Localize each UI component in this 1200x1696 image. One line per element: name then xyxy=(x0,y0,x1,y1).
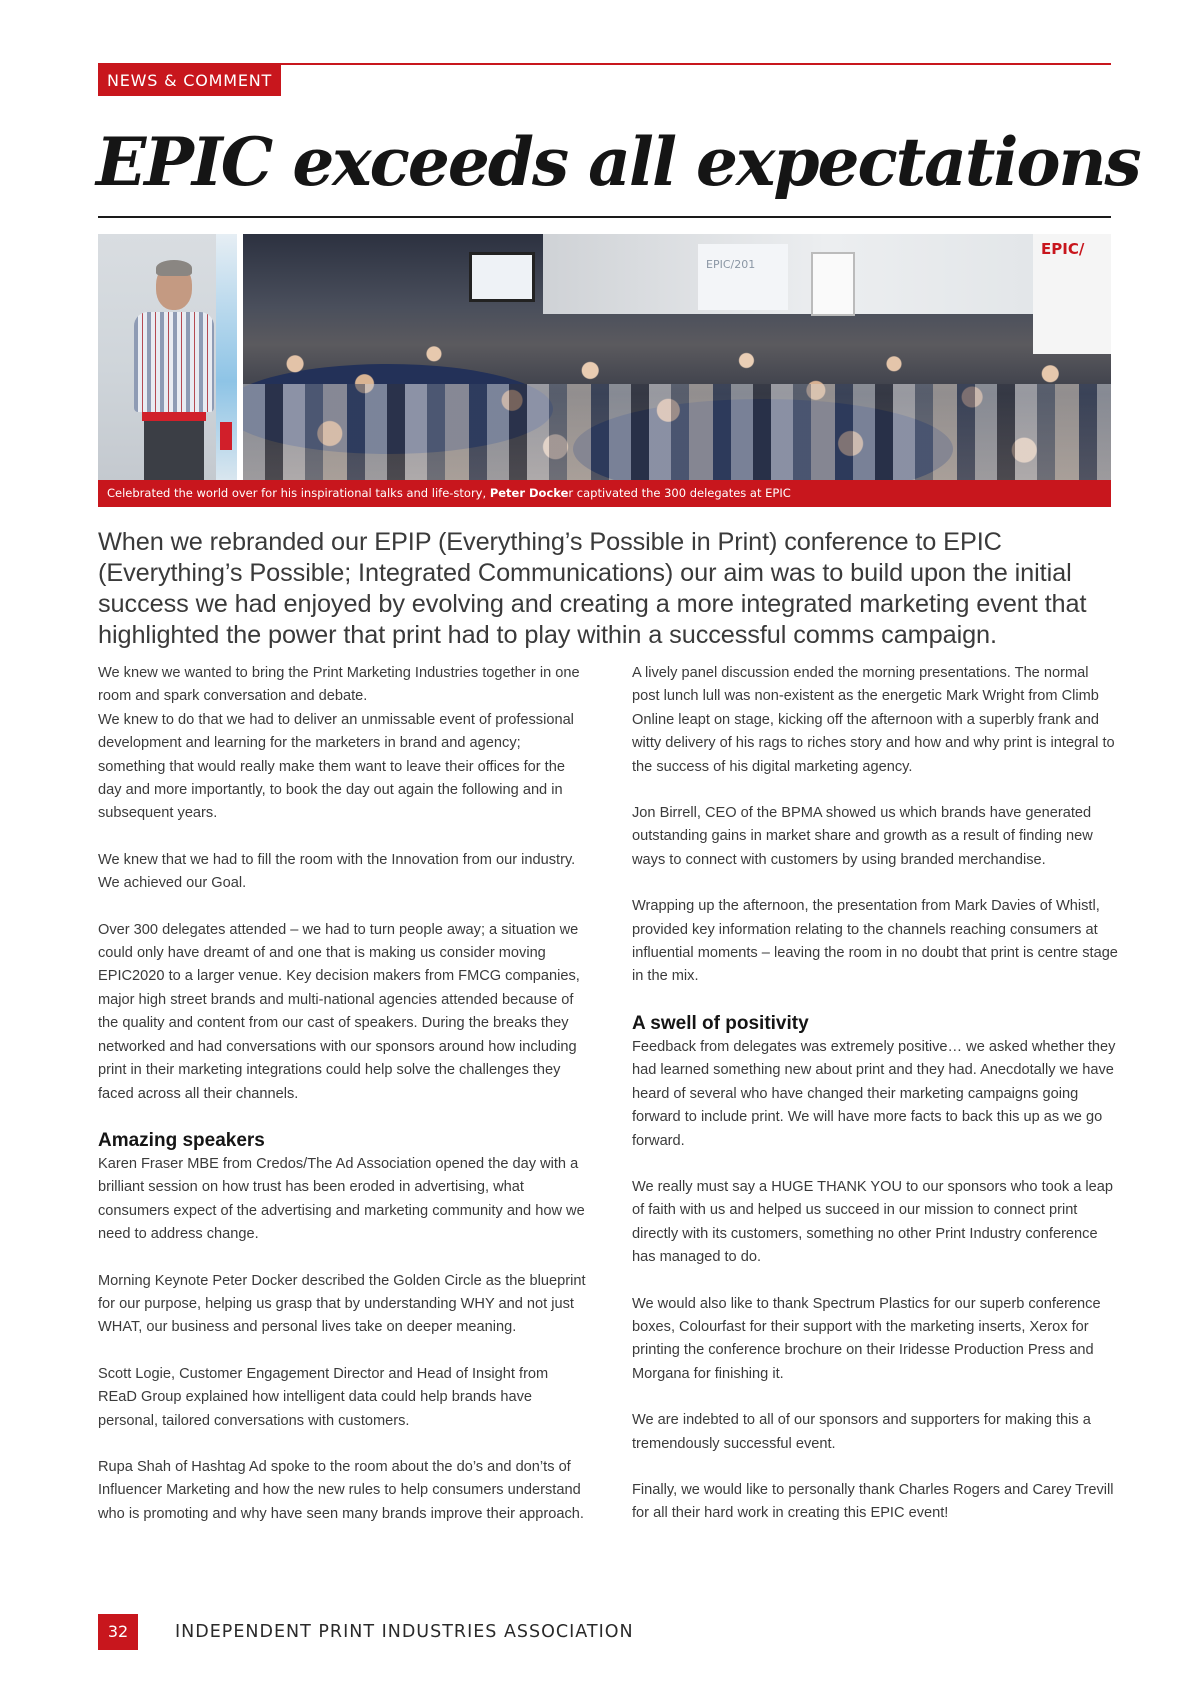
body-paragraph: We knew that we had to fill the room with the Innovation from our industry. We achieved our Goal. xyxy=(98,851,576,892)
body-paragraph: We really must say a HUGE THANK YOU to our sponsors who took a leap of faith with us and helped us succeed in our mission to connect print directly with its customers, something no other Print Industry conference has managed to do. xyxy=(632,1178,1113,1266)
body-paragraph: Scott Logie, Customer Engagement Director and Head of Insight from REaD Group explained how intelligent data could help brands have personal, tailored conversations with customers. xyxy=(98,1365,549,1429)
body-paragraph: Finally, we would like to personally thank Charles Rogers and Carey Trevill for all their hard work in creating this EPIC event! xyxy=(632,1481,1114,1522)
right-column xyxy=(632,662,1120,1549)
speaker-photo xyxy=(98,234,237,480)
audience-photo xyxy=(243,234,1111,480)
body-paragraph: Over 300 delegates attended – we had to turn people away; a situation we could only have dreamt of and one that is making us consider moving EPIC2020 to a larger venue. Key decision makers from FMCG companies, major high street brands and multi-national agencies attended because of the quality and content from our cast of speakers. During the breaks they networked and had conversations with our sponsors around how including print in their marketing integrations could help solve the challenges they faced across all their channels. xyxy=(98,921,580,1102)
screen-text: EPIC/201 xyxy=(706,258,756,271)
body-paragraph: A lively panel discussion ended the morning presentations. The normal post lunch lull was non-existent as the energetic Mark Wright from Climb Online leapt on stage, kicking off the afternoon with a superbly frank and witty delivery of his rags to riches story and how and why print is integral to the success of his digital marketing agency. xyxy=(632,665,1115,775)
conference-screen xyxy=(698,244,788,310)
body-paragraph: We knew we wanted to bring the Print Marketing Industries together in one room and spark conversation and debate. xyxy=(98,665,580,705)
photo-strip xyxy=(98,234,1111,480)
body-paragraph: We knew to do that we had to deliver an unmissable event of professional development and learning for the marketers in brand and agency; something that would really make them want to leave their offices for the day and more importantly, to book the day out again the following and in subsequent years. xyxy=(98,711,574,822)
publication-name: INDEPENDENT PRINT INDUSTRIES ASSOCIATION xyxy=(175,1622,634,1642)
article-headline: EPIC exceeds all expectations xyxy=(96,123,1140,201)
body-paragraph: Morning Keynote Peter Docker described the Golden Circle as the blueprint for our purpose, helping us grasp that by understanding WHY and not just WHAT, our business and personal lives take on deeper meaning. xyxy=(98,1272,586,1336)
body-paragraph: Rupa Shah of Hashtag Ad spoke to the room about the do’s and don’ts of Influencer Marketing and how the new rules to help consumers understand who is promoting and why have seen many brands improve their approach. xyxy=(98,1458,584,1522)
section-heading: A swell of positivity xyxy=(632,1012,809,1034)
body-paragraph: Karen Fraser MBE from Credos/The Ad Association opened the day with a brilliant session on how trust has been eroded in advertising, what consumers expect of the advertising and marketing community and how we need to address change. xyxy=(98,1155,585,1243)
body-paragraph: Jon Birrell, CEO of the BPMA showed us which brands have generated outstanding gains in market share and growth as a result of finding new ways to connect with customers by using branded merchandise. xyxy=(632,805,1093,868)
photo-caption xyxy=(98,480,1111,507)
section-tag: NEWS & COMMENT xyxy=(98,65,281,96)
headline-rule xyxy=(98,216,1111,218)
left-column xyxy=(98,662,588,1549)
body-paragraph: Feedback from delegates was extremely positive… we asked whether they had learned something new about print and they had. Anecdotally we have heard of several who have changed their marketing campaigns going forward to include print. We will have more facts to back this up as we go forward. xyxy=(632,1038,1116,1149)
caption-suffix: r captivated the 300 delegates at EPIC xyxy=(568,486,791,500)
banner-text: EPIC/ xyxy=(1041,240,1085,258)
body-paragraph: Wrapping up the afternoon, the presentation from Mark Davies of Whistl, provided key information relating to the channels reaching consumers at influential moments – leaving the room in no doubt that print is centre stage in the mix. xyxy=(632,898,1118,985)
body-paragraph: We would also like to thank Spectrum Plastics for our superb conference boxes, Colourfast for their support with the marketing inserts, Xerox for printing the conference brochure on their Iridesse Production Press and Morgana for finishing it. xyxy=(632,1295,1101,1382)
intro-paragraph: When we rebranded our EPIP (Everything’s Possible in Print) conference to EPIC (Everything’s Possible; Integrated Communications) our aim was to build upon the initial success we had enjoyed by evolving and creating a more integrated marketing event that highlighted the power that print had to play within a successful comms campaign. xyxy=(98,528,1087,649)
page-number: 32 xyxy=(98,1614,138,1650)
caption-prefix: Celebrated the world over for his inspirational talks and life-story, xyxy=(107,486,490,500)
section-heading: Amazing speakers xyxy=(98,1129,265,1151)
caption-name: Peter Docke xyxy=(489,486,569,500)
body-paragraph: We are indebted to all of our sponsors and supporters for making this a tremendously successful event. xyxy=(632,1412,1091,1452)
